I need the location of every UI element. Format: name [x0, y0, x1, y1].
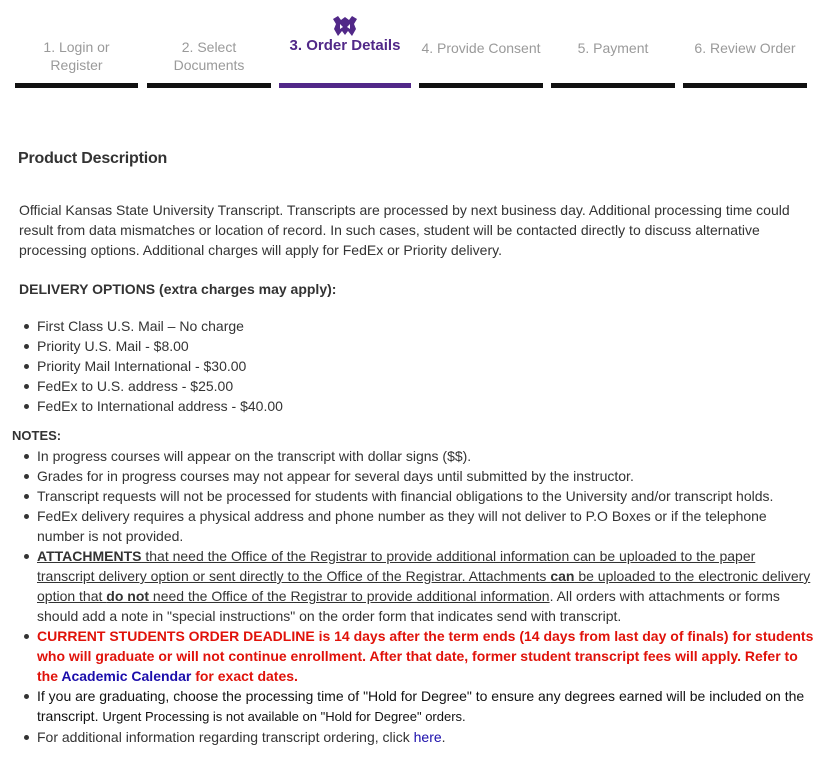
product-description-text: Official Kansas State University Transcript. Transcripts are processed by next business day. Additional processing time could result from data mismatches or location of record. In such cases, student will be contacted directly to discuss alternative processing options. Additional charges will apply for FedEx or Priority delivery. [19, 202, 790, 258]
note-item: Grades for in progress courses may not appear for several days until submitted by the instructor. [18, 466, 814, 486]
delivery-option: Priority U.S. Mail - $8.00 [18, 336, 808, 356]
delivery-options-list [18, 316, 808, 416]
note-item: Transcript requests will not be processed for students with financial obligations to the University and/or transcript holds. [18, 486, 814, 506]
notes-heading: NOTES: [12, 428, 62, 443]
note-item: In progress courses will appear on the transcript with dollar signs ($$). [18, 446, 814, 466]
delivery-option: Priority Mail International - $30.00 [18, 356, 808, 376]
delivery-option: FedEx to International address - $40.00 [18, 396, 808, 416]
step-review-order[interactable] [683, 0, 807, 92]
step-bar [419, 83, 543, 88]
note-item-deadline: CURRENT STUDENTS ORDER DEADLINE is 14 days after the term ends (14 days from last day of finals) for students who will graduate or will not continue enrollment. After that date, former student transcript fees will apply. Refer to the Academic Calendar for exact dates. [18, 626, 814, 686]
step-label: 4. Provide Consent [421, 40, 541, 56]
delivery-option: First Class U.S. Mail – No charge [18, 316, 808, 336]
here-link[interactable]: here [413, 729, 442, 745]
step-label: 1. Login or Register [43, 39, 110, 73]
step-bar [15, 83, 138, 88]
step-login-or-register[interactable] [15, 0, 138, 92]
progress-stepper [0, 0, 822, 92]
step-label: 2. Select Documents [173, 39, 245, 73]
step-label: 5. Payment [577, 40, 649, 56]
note-item-attachments: ATTACHMENTS that need the Office of the Registrar to provide additional information can be uploaded to the paper transcript delivery option or sent directly to the Office of the Registrar. Attachments can be uploaded to the electronic delivery option that do not need the Office of the Registrar to provide additional information. All orders with attachments or forms should add a note in "special instructions" on the order form that indicates send with transcript. [18, 546, 814, 626]
step-label: 3. Order Details [289, 37, 401, 54]
note-item: FedEx delivery requires a physical address and phone number as they will not deliver to P.O Boxes or if the telephone number is not provided. [18, 506, 814, 546]
step-bar [551, 83, 675, 88]
step-bar [683, 83, 807, 88]
note-item-more-info: For additional information regarding transcript ordering, click here. [18, 727, 814, 747]
product-description-title: Product Description [18, 150, 168, 167]
step-select-documents[interactable] [147, 0, 271, 92]
delivery-option: FedEx to U.S. address - $25.00 [18, 376, 808, 396]
step-bar-active [279, 83, 411, 88]
step-provide-consent[interactable] [419, 0, 543, 92]
note-item-graduating: If you are graduating, choose the processing time of "Hold for Degree" to ensure any degrees earned will be included on the transcript. Urgent Processing is not available on "Hold for Degree" orders. [18, 686, 814, 727]
delivery-options-heading: DELIVERY OPTIONS (extra charges may apply): [19, 281, 337, 297]
step-label: 6. Review Order [694, 40, 796, 56]
step-payment[interactable] [551, 0, 675, 92]
step-order-details[interactable] [279, 0, 411, 92]
step-bar [147, 83, 271, 88]
attachments-underlined-text: ATTACHMENTS that need the Office of the Registrar to provide additional information can be uploaded to the paper transcript delivery option or sent directly to the Office of the Registrar. Attachments can be uploaded to the electronic delivery option that do not need the Office of the Registrar to provide additional information [37, 548, 811, 604]
academic-calendar-link[interactable]: Academic Calendar [61, 668, 192, 684]
notes-list [18, 446, 814, 747]
